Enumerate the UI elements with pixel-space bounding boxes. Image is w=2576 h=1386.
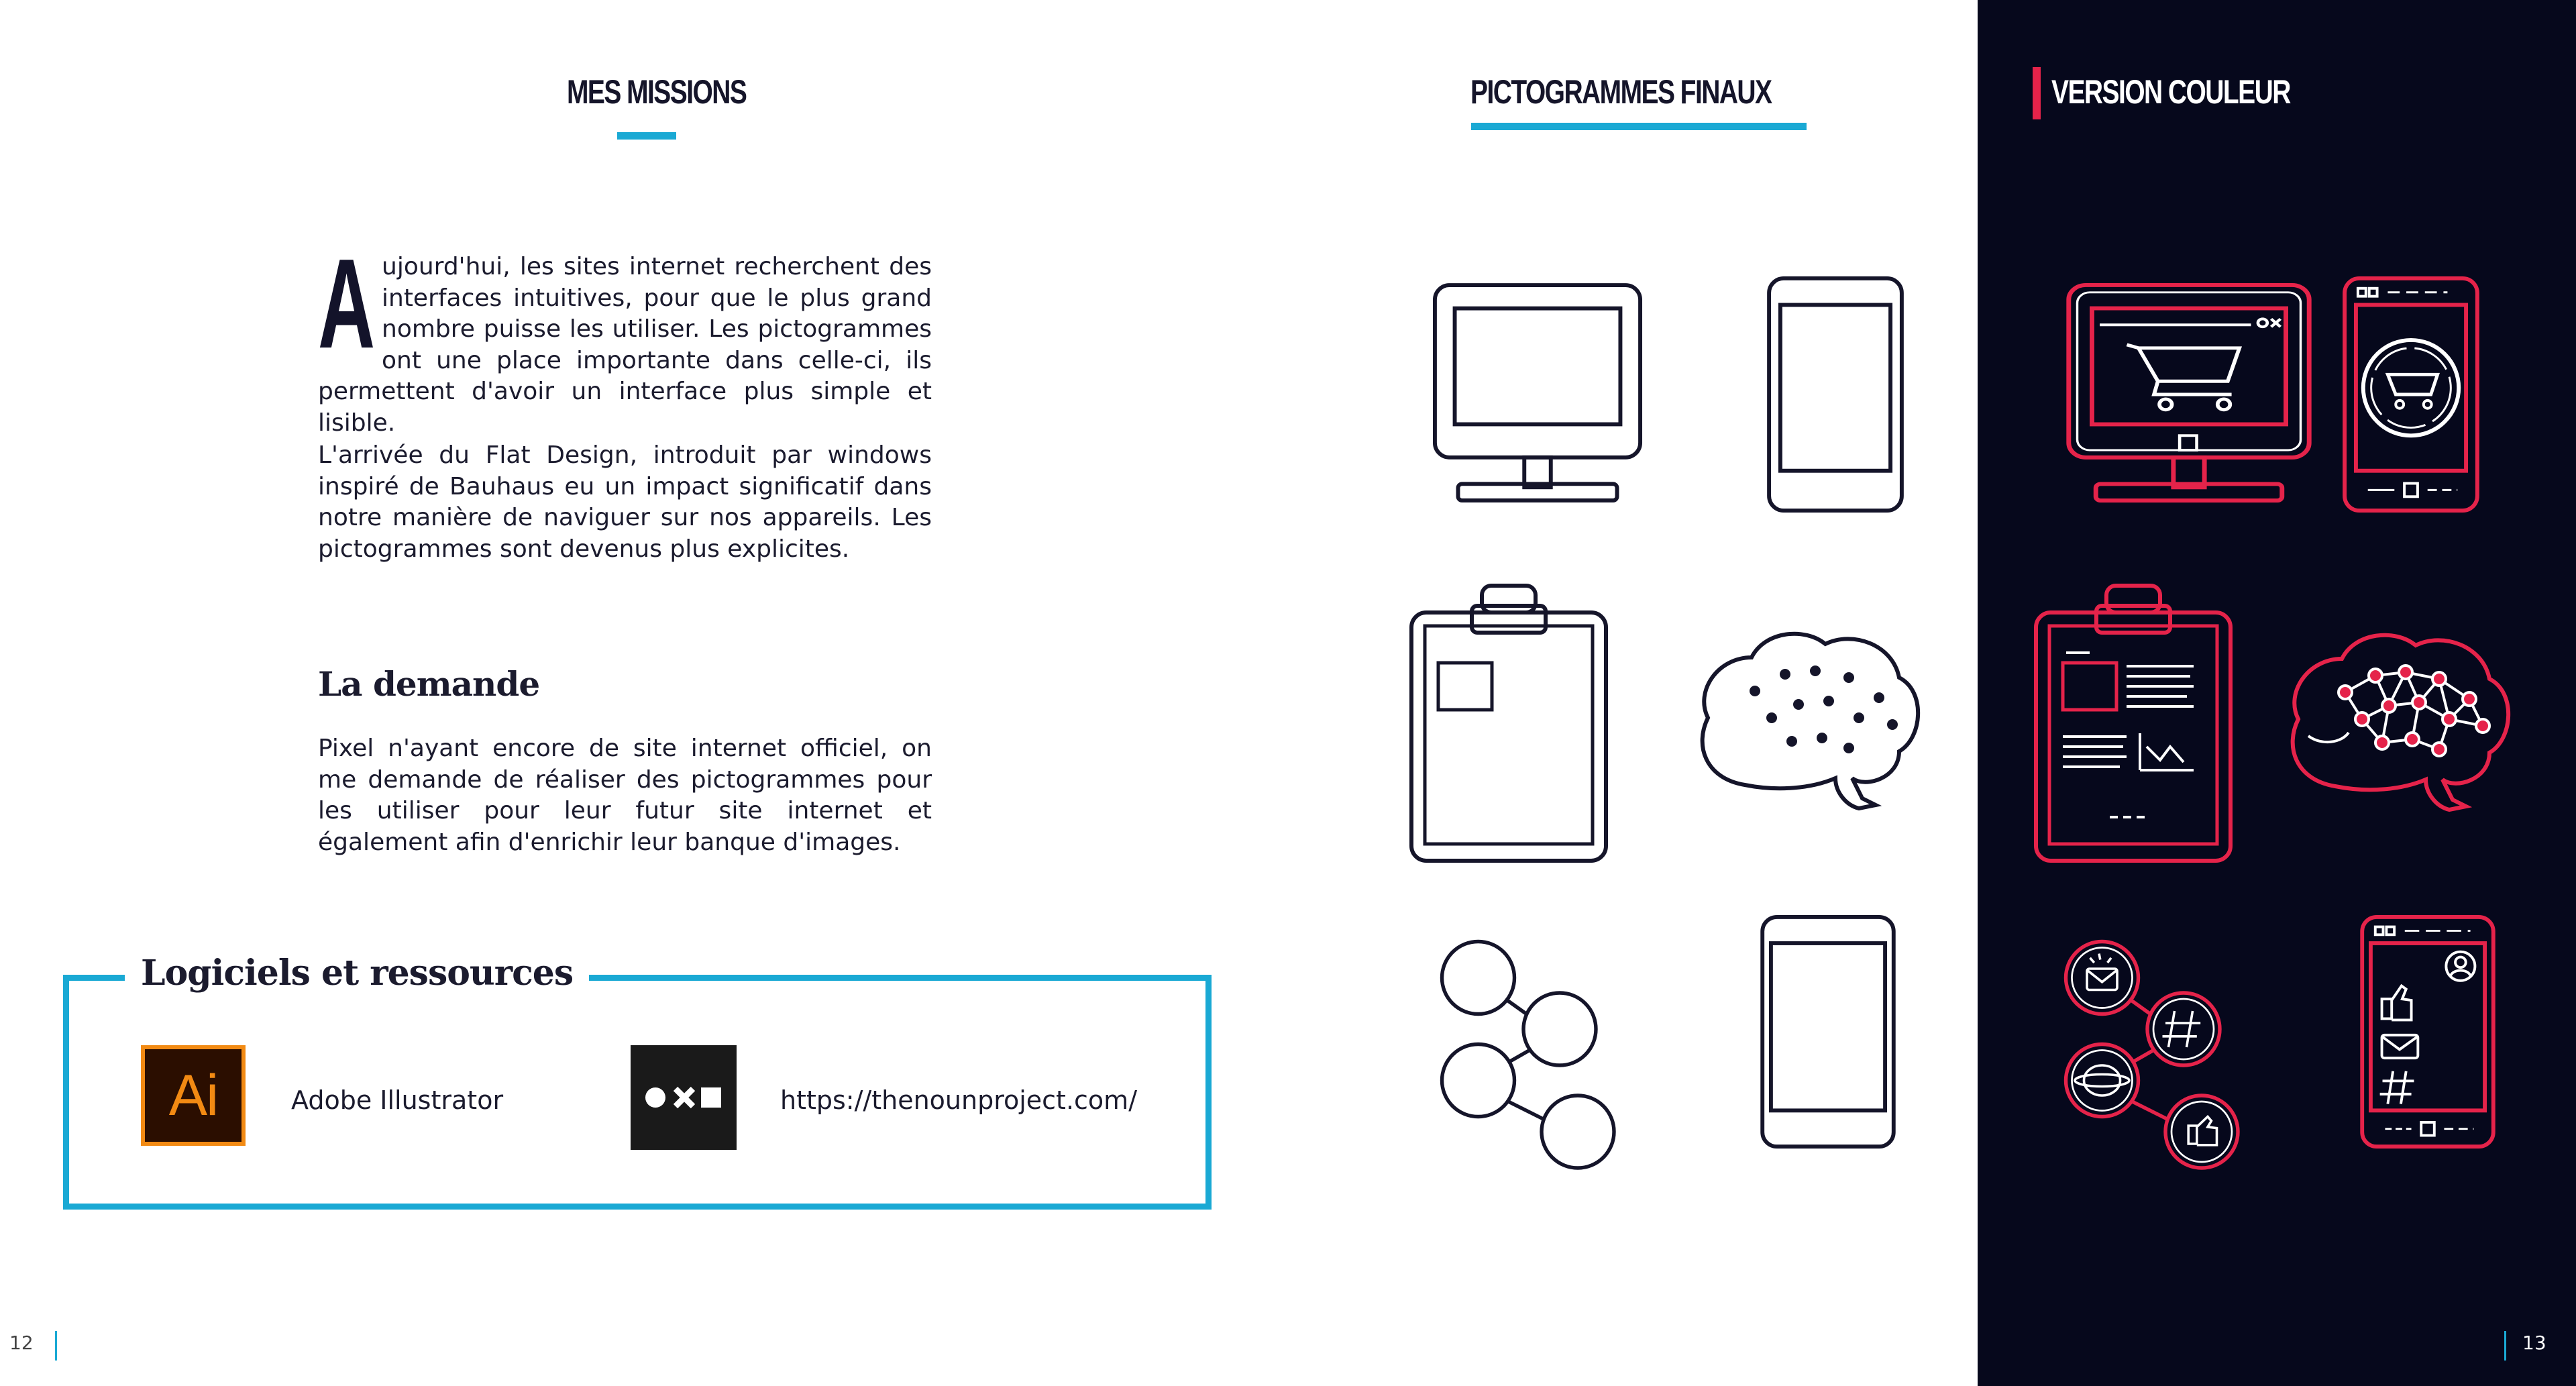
resources-heading: Logiciels et ressources	[125, 953, 589, 994]
phone-social-color-icon	[2359, 914, 2497, 1150]
demande-heading: La demande	[318, 664, 540, 704]
brain-network-color-icon	[2281, 619, 2517, 820]
dropcap-letter: A	[318, 233, 376, 375]
nounproject-link[interactable]: https://thenounproject.com/	[780, 1085, 1137, 1115]
illustrator-label: Adobe Illustrator	[291, 1085, 504, 1115]
intro-paragraph	[318, 233, 932, 439]
mes-missions-title: MES MISSIONS	[567, 73, 747, 111]
page-marker-right	[2504, 1331, 2506, 1361]
social-network-icon	[1439, 926, 1620, 1181]
flat-design-paragraph: L'arrivée du Flat Design, introduit par windows inspiré de Bauhaus eu un impact significatif dans notre manière de naviguer sur nos appareils. Les pictogrammes sont devenus plus explicites.	[318, 441, 932, 563]
brain-network-icon	[1690, 617, 1927, 818]
social-network-color-icon	[2063, 926, 2244, 1181]
intro-text: ujourd'hui, les sites internet recherchent des interfaces intuitives, pour que le plus grand nombre puisse les utiliser. Les pictogrammes ont une place importante dans celle-ci, ils permettent d'avoir un interface plus simple et lisible.	[318, 253, 932, 437]
phone-cart-icon	[1766, 275, 1905, 514]
illustrator-logo	[141, 1045, 246, 1146]
clipboard-report-color-icon	[2033, 582, 2234, 864]
illustrator-logo-text: Ai	[168, 1063, 218, 1128]
monitor-cart-color-icon	[2065, 282, 2313, 507]
monitor-cart-icon	[1432, 282, 1644, 507]
phone-cart-color-icon	[2341, 275, 2481, 514]
version-couleur-title: VERSION COULEUR	[2051, 73, 2290, 111]
clipboard-report-icon	[1408, 582, 1609, 864]
phone-social-icon	[1759, 914, 1897, 1150]
page-number-left: 12	[9, 1332, 34, 1354]
demande-paragraph: Pixel n'ayant encore de site internet officiel, on me demande de réaliser des pictogrammes pour les utiliser pour leur futur site internet et également afin d'enrichir leur banque d'images.	[318, 735, 932, 856]
nounproject-logo	[631, 1045, 737, 1150]
mes-missions-underline	[617, 132, 676, 140]
nounproject-logo-icon	[643, 1084, 724, 1111]
page-number-right: 13	[2522, 1332, 2546, 1354]
pictogrammes-title: PICTOGRAMMES FINAUX	[1470, 73, 1772, 111]
pictogrammes-underline	[1471, 123, 1807, 130]
color-title-marker	[2033, 67, 2041, 119]
page-marker-left	[55, 1331, 57, 1361]
